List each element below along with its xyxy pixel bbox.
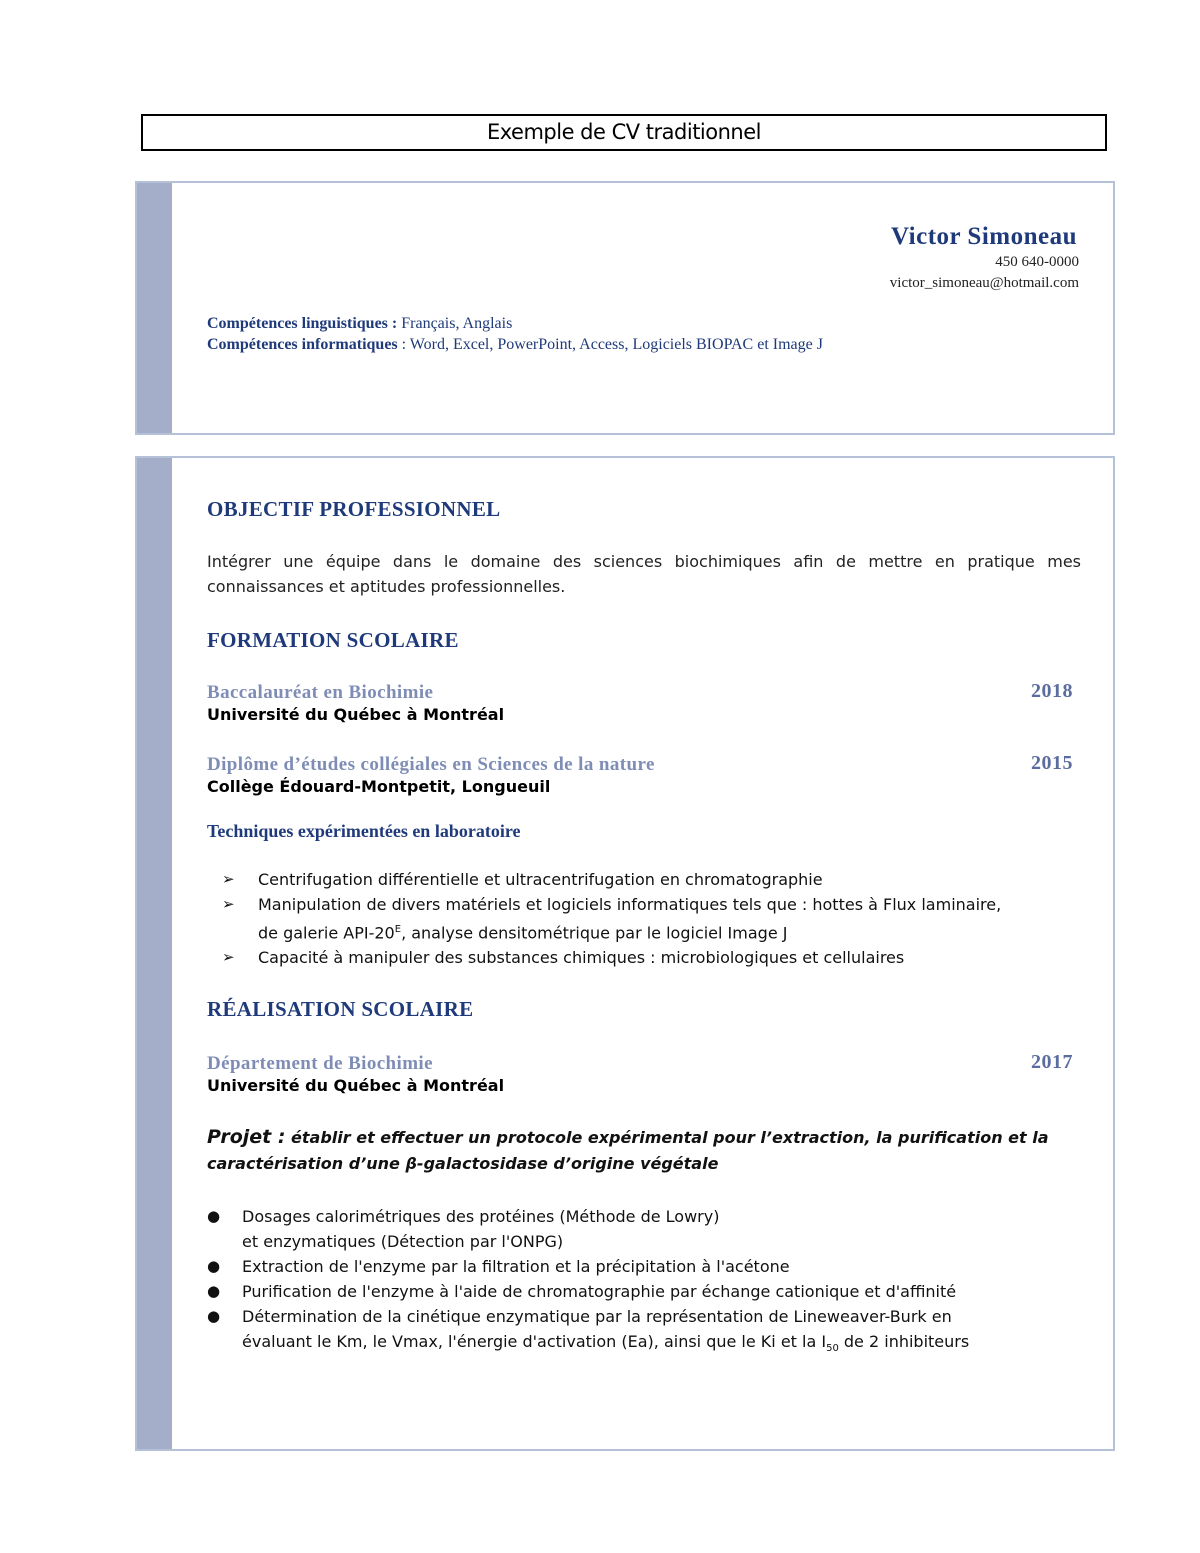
department-year: 2017 [1031, 1051, 1073, 1073]
project-description [207, 1124, 1087, 1177]
language-skills-label: Compétences linguistiques : [207, 315, 398, 332]
bullet-icon: ● [207, 1257, 221, 1275]
degree-institution: Collège Édouard-Montpetit, Longueuil [207, 777, 551, 796]
candidate-name: Victor Simoneau [891, 223, 1077, 250]
realisation-heading: RÉALISATION SCOLAIRE [207, 997, 474, 1021]
language-skills [207, 315, 512, 333]
computer-skills-label: Compétences informatiques [207, 336, 398, 353]
arrow-bullet-icon: ➢ [222, 895, 235, 913]
department-title: Département de Biochimie [207, 1053, 433, 1074]
computer-skills [207, 336, 823, 354]
computer-skills-value: : Word, Excel, PowerPoint, Access, Logiciels BIOPAC et Image J [397, 336, 823, 353]
document-title: Exemple de CV traditionnel [141, 114, 1107, 151]
degree-year: 2015 [1031, 752, 1073, 774]
degree-institution: Université du Québec à Montréal [207, 705, 505, 724]
side-bar [137, 458, 172, 1449]
degree-title: Baccalauréat en Biochimie [207, 682, 434, 703]
list-item: ● Dosages calorimétriques des protéines (Méthode de Lowry) et enzymatiques (Détection par l'ONPG) [207, 1204, 1087, 1254]
body-panel [135, 456, 1115, 1451]
list-item: ➢ Centrifugation différentielle et ultracentrifugation en chromatographie [222, 867, 1102, 892]
language-skills-value: Français, Anglais [397, 315, 513, 332]
list-item: ➢ Manipulation de divers matériels et logiciels informatiques tels que : hottes à Flux laminaire, de galerie API-$20^E$, analyse densitométrique par le logiciel Image J [222, 892, 1102, 945]
list-item: ➢ Capacité à manipuler des substances chimiques : microbiologiques et cellulaires [222, 945, 1102, 970]
project-text: établir et effectuer un protocole expérimental pour l’extraction, la purification et la caractérisation d’une β-galactosidase d’origine végétale [207, 1128, 1049, 1173]
phone-number: 450 640-0000 [995, 254, 1079, 270]
arrow-bullet-icon: ➢ [222, 948, 235, 967]
email-address: victor_simoneau@hotmail.com [889, 275, 1079, 291]
formation-heading: FORMATION SCOLAIRE [207, 628, 459, 652]
side-bar [137, 183, 172, 433]
techniques-heading: Techniques expérimentées en laboratoire [207, 821, 521, 841]
project-label: Projet : [207, 1126, 286, 1148]
bullet-icon: ● [207, 1207, 221, 1225]
list-item: ● Purification de l'enzyme à l'aide de chromatographie par échange cationique et d'affinité [207, 1279, 1087, 1304]
list-item: ● Extraction de l'enzyme par la filtration et la précipitation à l'acétone [207, 1254, 1087, 1279]
project-tasks-list [207, 1204, 1087, 1361]
header-panel [135, 181, 1115, 435]
degree-year: 2018 [1031, 680, 1073, 702]
bullet-icon: ● [207, 1282, 221, 1300]
degree-title: Diplôme d’études collégiales en Sciences de la nature [207, 754, 655, 775]
bullet-icon: ● [207, 1307, 221, 1325]
objective-heading: OBJECTIF PROFESSIONNEL [207, 497, 501, 521]
objective-text: Intégrer une équipe dans le domaine des sciences biochimiques afin de mettre en pratique mes connaissances et aptitudes professionnelles. [207, 552, 1081, 596]
techniques-list [222, 867, 1102, 970]
department-institution: Université du Québec à Montréal [207, 1076, 505, 1095]
list-item: ● Détermination de la cinétique enzymatique par la représentation de Lineweaver-Burk en évaluant le Km, le Vmax, l'énergie d'activation (Ea), ainsi que le Ki et la $I_{50}$ de 2 inhibiteurs [207, 1304, 1087, 1361]
arrow-bullet-icon: ➢ [222, 870, 235, 888]
